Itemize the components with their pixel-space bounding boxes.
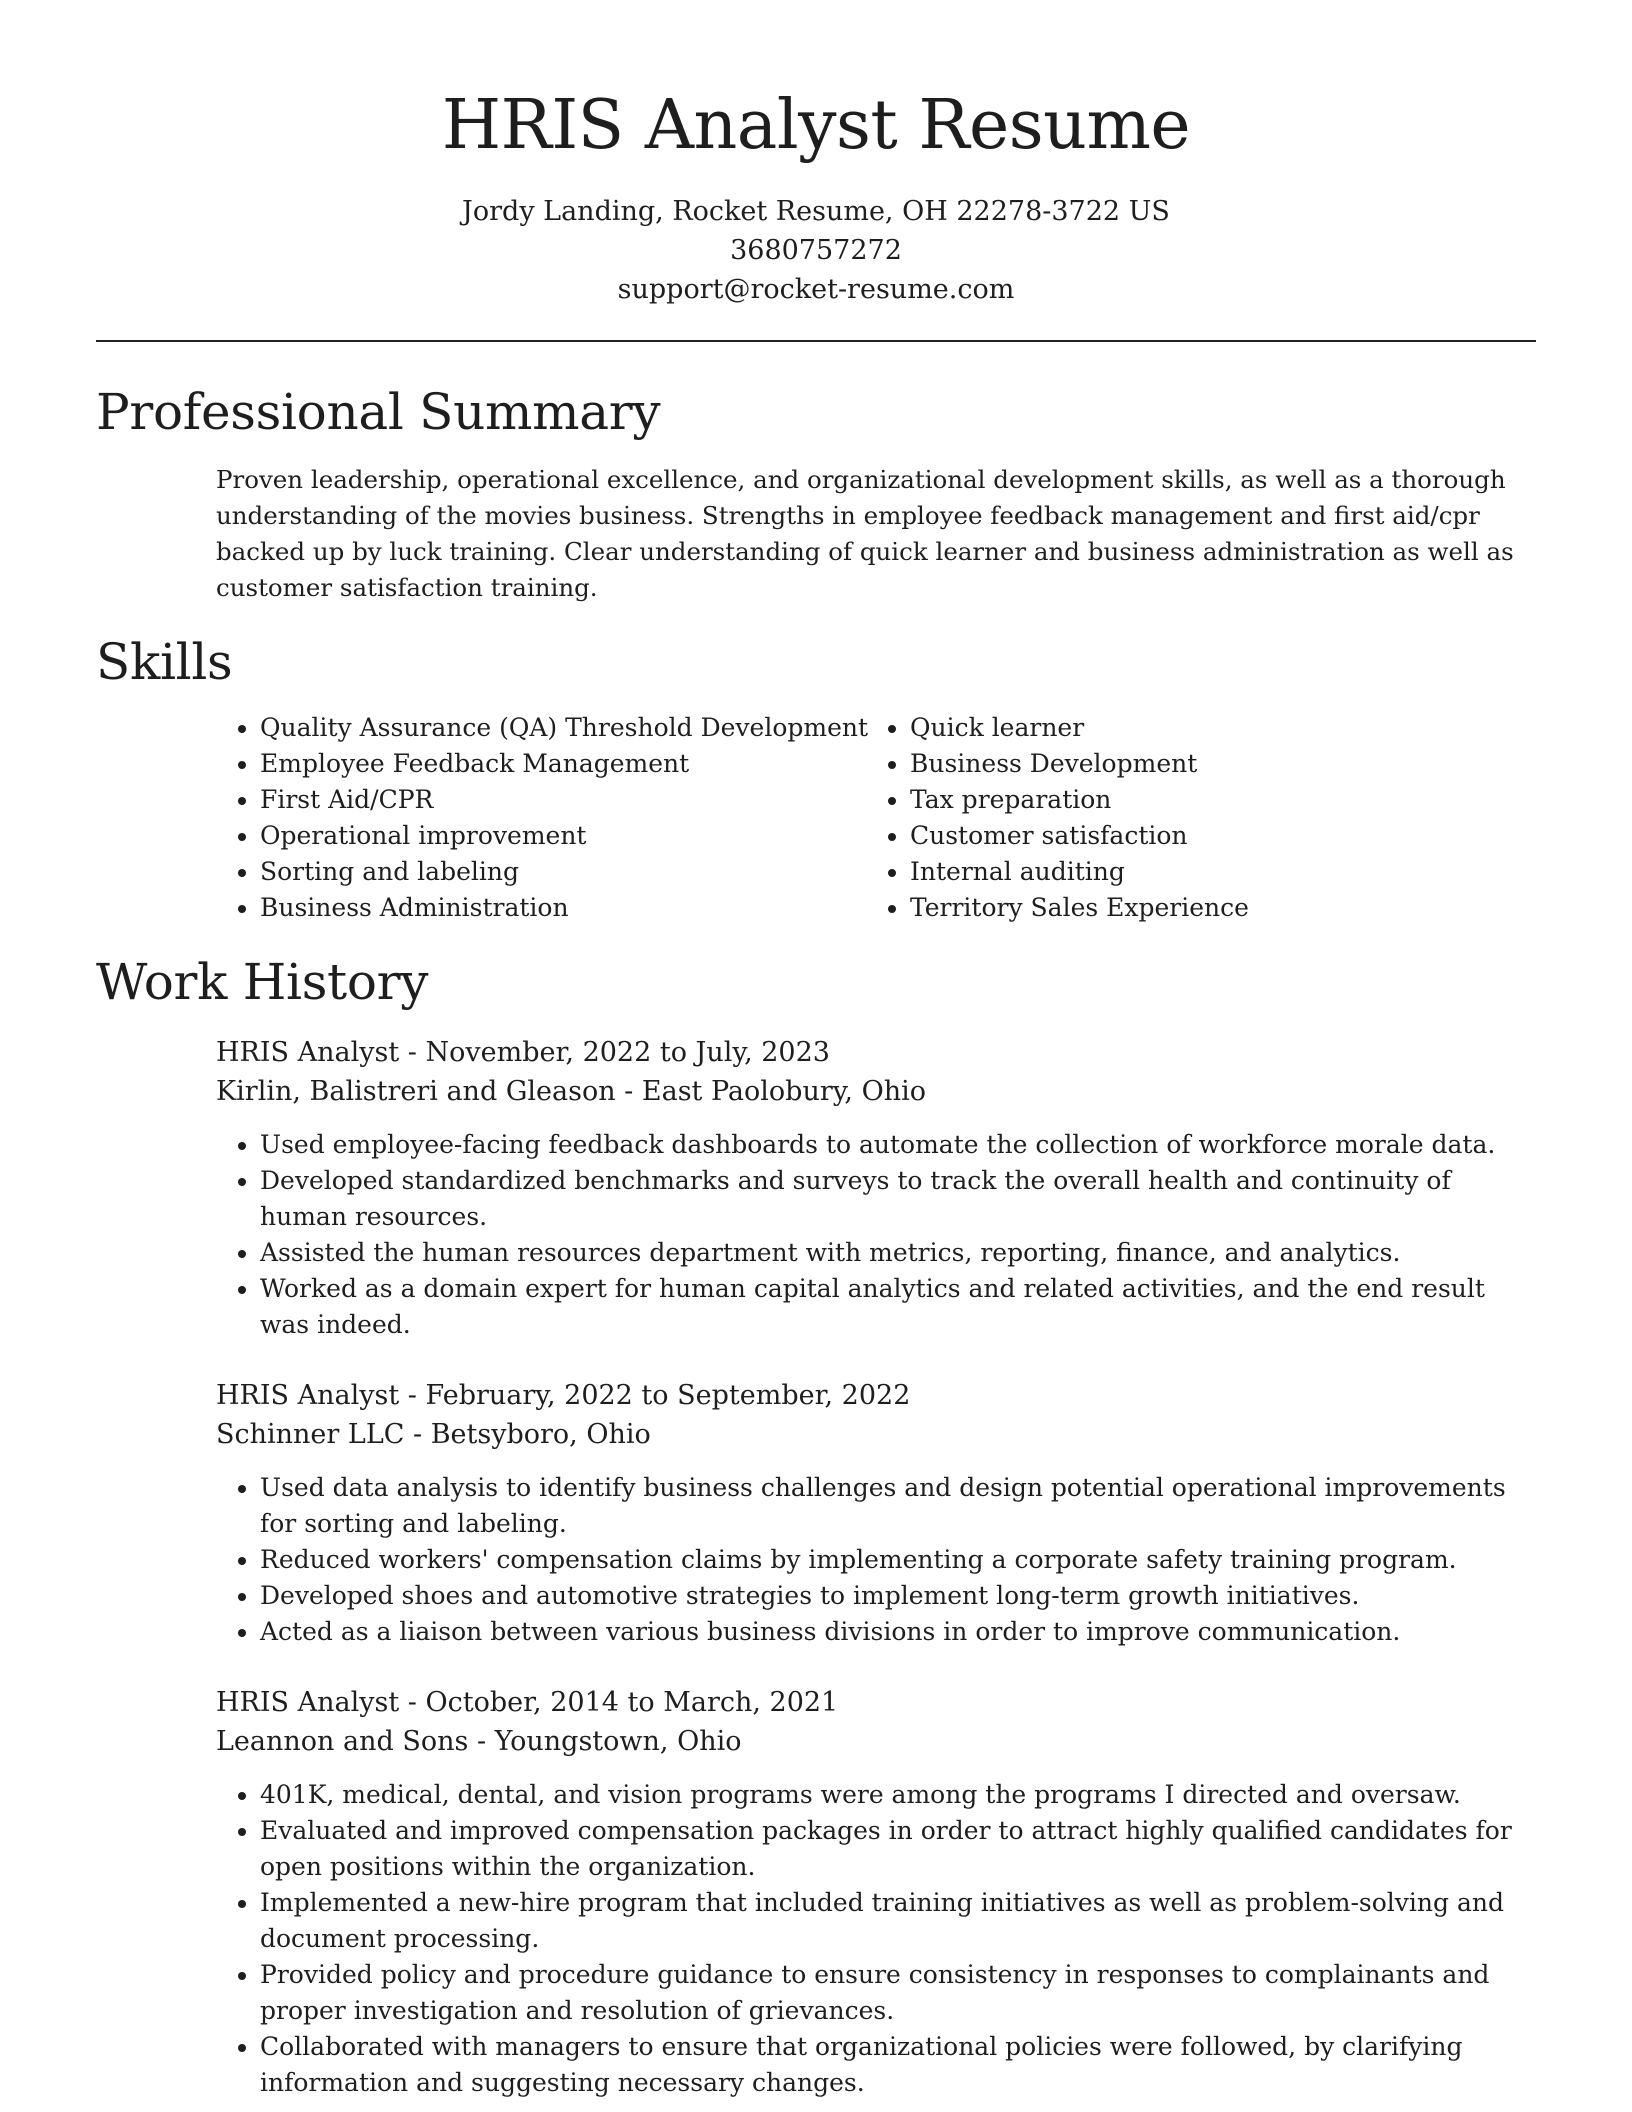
job-company-location: Kirlin, Balistreri and Gleason - East Paolobury, Ohio [216, 1076, 927, 1107]
header-divider [96, 340, 1536, 342]
job-bullet: • Implemented a new-hire program that included training initiatives as well as problem-solving and document processing. [260, 1885, 1536, 1957]
skill-item: • First Aid/CPR [260, 782, 868, 818]
skill-item: • Territory Sales Experience [910, 890, 1249, 926]
job-bullet: • Acted as a liaison between various business divisions in order to improve communication. [260, 1614, 1536, 1650]
skill-item: • Sorting and labeling [260, 854, 868, 890]
job-bullet: • Collaborated with managers to ensure that organizational policies were followed, by clarifying information and suggesting necessary changes. [260, 2029, 1536, 2101]
skills-column-right [866, 710, 1249, 926]
summary-heading: Professional Summary [96, 383, 661, 441]
skill-item: • Operational improvement [260, 818, 868, 854]
job-entry [216, 1683, 1536, 2101]
contact-email: support@rocket-resume.com [617, 274, 1015, 305]
job-company-location: Leannon and Sons - Youngstown, Ohio [216, 1726, 742, 1757]
job-role-dates: HRIS Analyst - February, 2022 to September, 2022 [216, 1380, 911, 1411]
job-bullet: • 401K, medical, dental, and vision programs were among the programs I directed and oversaw. [260, 1777, 1536, 1813]
contact-block [96, 192, 1536, 309]
job-entry [216, 1376, 1536, 1650]
contact-phone: 3680757272 [730, 235, 902, 266]
job-bullet: • Used data analysis to identify business challenges and design potential operational improvements for sorting and labeling. [260, 1470, 1536, 1542]
job-entry [216, 1033, 1536, 1343]
job-bullets [216, 1470, 1536, 1650]
skill-item: • Employee Feedback Management [260, 746, 868, 782]
skill-item: • Tax preparation [910, 782, 1249, 818]
job-bullet: • Developed shoes and automotive strategies to implement long-term growth initiatives. [260, 1578, 1536, 1614]
skill-item: • Customer satisfaction [910, 818, 1249, 854]
skill-item: • Quality Assurance (QA) Threshold Development [260, 710, 868, 746]
contact-address: Jordy Landing, Rocket Resume, OH 22278-3722 US [462, 196, 1170, 227]
work-history-heading: Work History [96, 953, 429, 1011]
skills-heading: Skills [96, 633, 233, 691]
job-role-dates: HRIS Analyst - October, 2014 to March, 2021 [216, 1687, 839, 1718]
job-bullets [216, 1127, 1536, 1343]
resume-title: HRIS Analyst Resume [441, 86, 1191, 165]
job-bullet: • Reduced workers' compensation claims by implementing a corporate safety training program. [260, 1542, 1536, 1578]
job-bullet: • Assisted the human resources department with metrics, reporting, finance, and analytics. [260, 1235, 1536, 1271]
job-company-location: Schinner LLC - Betsyboro, Ohio [216, 1419, 651, 1450]
skill-item: • Business Administration [260, 890, 868, 926]
skill-item: • Business Development [910, 746, 1249, 782]
job-bullet: • Developed standardized benchmarks and surveys to track the overall health and continuity of human resources. [260, 1163, 1536, 1235]
job-bullet: • Worked as a domain expert for human capital analytics and related activities, and the end result was indeed. [260, 1271, 1536, 1343]
skill-item: • Internal auditing [910, 854, 1249, 890]
job-bullet: • Used employee-facing feedback dashboards to automate the collection of workforce morale data. [260, 1127, 1536, 1163]
skill-item: • Quick learner [910, 710, 1249, 746]
job-bullet: • Provided policy and procedure guidance to ensure consistency in responses to complainants and proper investigation and resolution of grievances. [260, 1957, 1536, 2029]
job-bullets [216, 1777, 1536, 2101]
skills-column-left [216, 710, 868, 926]
job-role-dates: HRIS Analyst - November, 2022 to July, 2023 [216, 1037, 830, 1068]
job-bullet: • Evaluated and improved compensation packages in order to attract highly qualified candidates for open positions within the organization. [260, 1813, 1536, 1885]
summary-text: Proven leadership, operational excellence, and organizational development skills, as well as a thorough understanding of the movies business. Strengths in employee feedback management and first aid/cpr backed up by luck training. Clear understanding of quick learner and business administration as well as customer satisfaction training. [216, 465, 1514, 602]
